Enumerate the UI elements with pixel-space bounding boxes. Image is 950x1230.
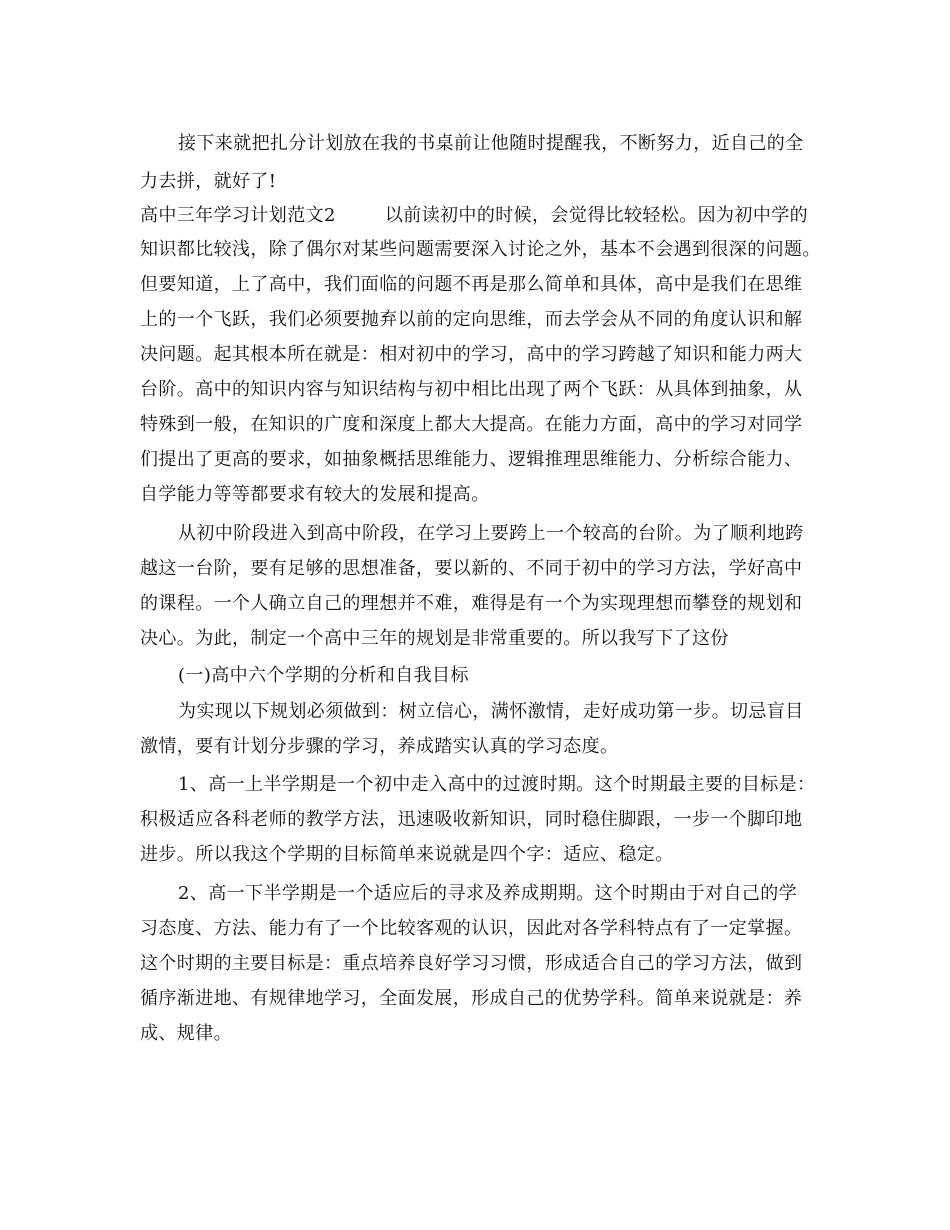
text-line: 为实现以下规划必须做到：树立信心，满怀激情，走好成功第一步。切忌盲目 <box>178 701 804 722</box>
text-line: 力去拼，就好了! <box>140 171 277 192</box>
text-line: 自学能力等等都要求有较大的发展和提高。 <box>140 484 490 505</box>
text-line: 的课程。一个人确立自己的理想并不难，难得是有一个为实现理想而攀登的规划和 <box>140 593 803 614</box>
text-line: 进步。所以我这个学期的目标简单来说就是四个字：适应、稳定。 <box>140 844 674 865</box>
text-line: 积极适应各科老师的教学方法，迅速吸收新知识，同时稳住脚跟，一步一个脚印地 <box>140 809 803 830</box>
text-line: 高中三年学习计划范文2 以前读初中的时候，会觉得比较轻松。因为初中学的 <box>140 205 809 226</box>
text-line: 决问题。起其根本所在就是：相对初中的学习，高中的学习跨越了知识和能力两大 <box>140 344 803 365</box>
text-line: 知识都比较浅，除了偶尔对某些问题需要深入讨论之外，基本不会遇到很深的问题。 <box>140 239 821 260</box>
text-line: 越这一台阶，要有足够的思想准备，要以新的、不同于初中的学习方法，学好高中 <box>140 558 803 579</box>
text-line: 这个时期的主要目标是：重点培养良好学习习惯，形成适合自己的学习方法，做到 <box>140 953 803 974</box>
text-line: 循序渐进地、有规律地学习，全面发展，形成自己的优势学科。简单来说就是：养 <box>140 988 803 1009</box>
text-line: 1、高一上半学期是一个初中走入高中的过渡时期。这个时期最主要的目标是： <box>178 774 816 795</box>
text-line: 习态度、方法、能力有了一个比较客观的认识，因此对各学科特点有了一定掌握。 <box>140 918 803 939</box>
text-line: 从初中阶段进入到高中阶段，在学习上要跨上一个较高的台阶。为了顺利地跨 <box>178 523 804 544</box>
text-line: 们提出了更高的要求，如抽象概括思维能力、逻辑推理思维能力、分析综合能力、 <box>140 449 803 470</box>
text-line: 激情，要有计划分步骤的学习，养成踏实认真的学习态度。 <box>140 736 619 757</box>
text-line: 上的一个飞跃，我们必须要抛弃以前的定向思维，而去学会从不同的角度认识和解 <box>140 309 803 330</box>
text-line: 特殊到一般，在知识的广度和深度上都大大提高。在能力方面，高中的学习对同学 <box>140 414 803 435</box>
text-line: 但要知道，上了高中，我们面临的问题不再是那么简单和具体，高中是我们在思维 <box>140 274 803 295</box>
text-line: 决心。为此，制定一个高中三年的规划是非常重要的。所以我写下了这份 <box>140 628 729 649</box>
section-heading: (一)高中六个学期的分析和自我目标 <box>178 665 469 686</box>
text-line: 2、高一下半学期是一个适应后的寻求及养成期期。这个时期由于对自己的学 <box>178 883 798 904</box>
text-line: 接下来就把扎分计划放在我的书桌前让他随时提醒我，不断努力，近自己的全 <box>178 133 804 154</box>
text-line: 台阶。高中的知识内容与知识结构与初中相比出现了两个飞跃：从具体到抽象，从 <box>140 379 803 400</box>
text-line: 成、规律。 <box>140 1023 232 1044</box>
